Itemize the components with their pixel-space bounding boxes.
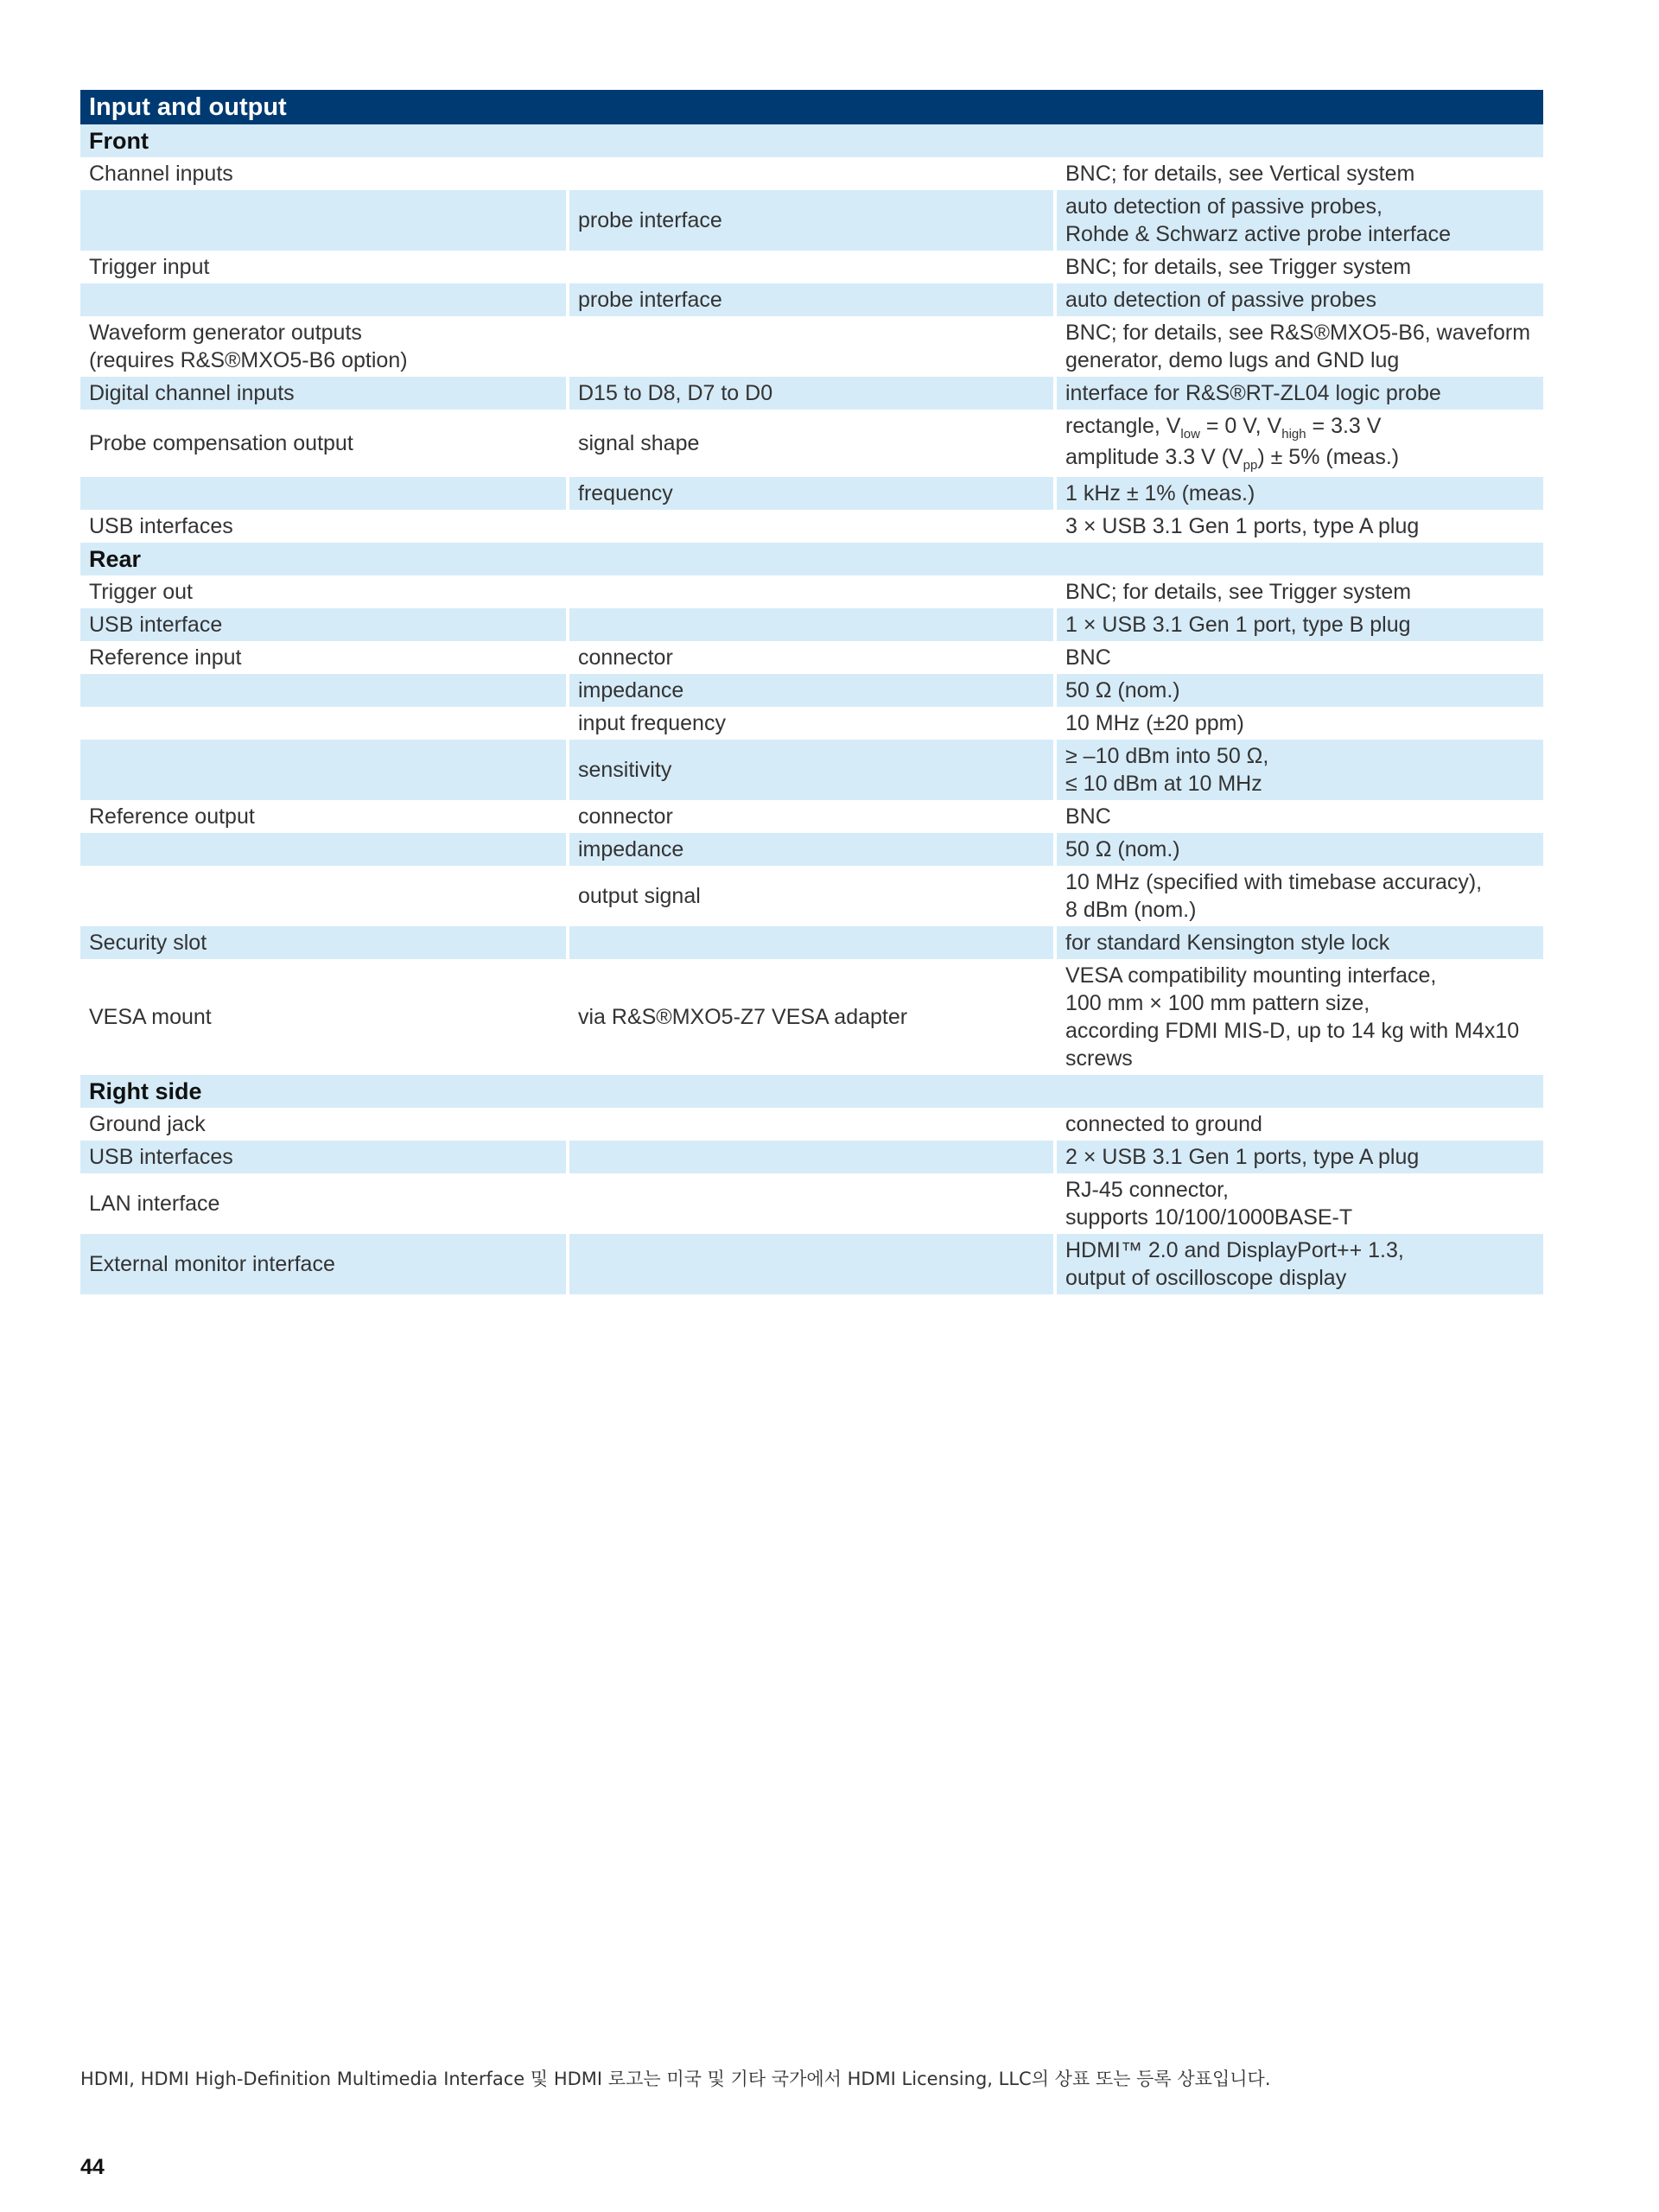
row-label: Security slot <box>80 926 568 959</box>
table-row <box>80 1173 1543 1234</box>
row-label: LAN interface <box>89 1192 220 1216</box>
row-value <box>1055 1234 1543 1294</box>
row-label <box>80 740 568 800</box>
table-row <box>80 866 1543 926</box>
row-sublabel <box>568 251 1055 283</box>
row-value: 1 kHz ± 1% (meas.) <box>1055 477 1543 510</box>
row-label: VESA mount <box>89 1005 212 1029</box>
table-row <box>80 477 1543 510</box>
row-value: BNC <box>1055 641 1543 674</box>
row-sublabel: probe interface <box>568 190 1055 251</box>
row-value <box>1055 1173 1543 1234</box>
subscript: pp <box>1243 458 1258 473</box>
row-sublabel: probe interface <box>568 283 1055 316</box>
row-value: BNC; for details, see Trigger system <box>1055 251 1543 283</box>
table-row <box>80 608 1543 641</box>
row-value <box>1055 866 1543 926</box>
row-label <box>80 674 568 707</box>
row-sublabel <box>568 1141 1055 1173</box>
row-sublabel <box>568 157 1055 190</box>
row-label: Digital channel inputs <box>80 377 568 410</box>
value-line: 100 mm × 100 mm pattern size, <box>1065 991 1370 1015</box>
row-label <box>80 316 568 377</box>
section-header-front <box>80 124 1543 157</box>
value-text: rectangle, V <box>1065 414 1181 438</box>
row-label: External monitor interface <box>80 1234 568 1294</box>
value-text: = 3.3 V <box>1306 414 1382 438</box>
row-value: 50 Ω (nom.) <box>1055 833 1543 866</box>
row-sublabel: impedance <box>568 674 1055 707</box>
row-sublabel <box>568 1108 1055 1141</box>
row-sublabel: impedance <box>568 833 1055 866</box>
value-text: = 0 V, V <box>1199 414 1282 438</box>
value-line: screws <box>1065 1046 1133 1071</box>
value-line: 10 MHz (specified with timebase accuracy), <box>1065 870 1483 894</box>
section-header-rear <box>80 543 1543 575</box>
row-sublabel <box>568 1173 1055 1234</box>
row-value: 2 × USB 3.1 Gen 1 ports, type A plug <box>1055 1141 1543 1173</box>
value-line: according FDMI MIS-D, up to 14 kg with M4x10 <box>1065 1019 1520 1043</box>
row-sublabel: via R&S®MXO5-Z7 VESA adapter <box>568 959 1055 1075</box>
row-sublabel <box>568 926 1055 959</box>
table-row <box>80 316 1543 377</box>
section-title: Rear <box>80 543 1543 575</box>
value-line: ≤ 10 dBm at 10 MHz <box>1065 772 1262 796</box>
row-value: BNC; for details, see Trigger system <box>1055 575 1543 608</box>
table-row <box>80 833 1543 866</box>
table-row <box>80 1108 1543 1141</box>
row-label: Reference output <box>89 804 255 829</box>
row-sublabel: D15 to D8, D7 to D0 <box>568 377 1055 410</box>
row-value <box>1055 316 1543 377</box>
table-title-row <box>80 90 1543 124</box>
value-line: generator, demo lugs and GND lug <box>1065 348 1400 372</box>
row-label: USB interfaces <box>89 514 233 538</box>
label-line: (requires R&S®MXO5-B6 option) <box>89 348 408 372</box>
row-sublabel <box>568 608 1055 641</box>
table-row <box>80 674 1543 707</box>
row-label <box>80 833 568 866</box>
value-line: output of oscilloscope display <box>1065 1266 1347 1290</box>
table-row <box>80 641 1543 674</box>
table-row <box>80 283 1543 316</box>
table-row <box>80 800 1543 833</box>
row-sublabel <box>568 575 1055 608</box>
row-label <box>80 190 568 251</box>
row-sublabel <box>568 1234 1055 1294</box>
value-line: RJ-45 connector, <box>1065 1178 1229 1202</box>
table-row <box>80 575 1543 608</box>
value-text: amplitude 3.3 V (V <box>1065 445 1243 469</box>
table-row <box>80 377 1543 410</box>
value-line: Rohde & Schwarz active probe interface <box>1065 222 1452 246</box>
table-row <box>80 1141 1543 1173</box>
row-label: Reference input <box>89 645 242 670</box>
row-value: 1 × USB 3.1 Gen 1 port, type B plug <box>1055 608 1543 641</box>
section-title: Right side <box>80 1075 1543 1108</box>
label-line: Waveform generator outputs <box>89 321 362 345</box>
input-output-spec-table <box>80 90 1543 1294</box>
row-label <box>80 707 568 740</box>
row-label: USB interface <box>80 608 568 641</box>
table-row <box>80 157 1543 190</box>
section-title: Front <box>80 124 1543 157</box>
table-row <box>80 926 1543 959</box>
table-title: Input and output <box>80 90 1543 124</box>
row-value: BNC <box>1055 800 1543 833</box>
page-number: 44 <box>80 2155 105 2179</box>
row-label: Trigger out <box>89 580 193 604</box>
value-line: BNC; for details, see R&S®MXO5-B6, waveform <box>1065 321 1531 345</box>
table-row <box>80 251 1543 283</box>
row-sublabel: signal shape <box>568 410 1055 477</box>
row-label: USB interfaces <box>80 1141 568 1173</box>
row-value: connected to ground <box>1055 1108 1543 1141</box>
subscript: low <box>1180 427 1200 442</box>
table-row <box>80 740 1543 800</box>
value-line: VESA compatibility mounting interface, <box>1065 963 1437 988</box>
value-line: supports 10/100/1000BASE-T <box>1065 1205 1353 1230</box>
row-value: 50 Ω (nom.) <box>1055 674 1543 707</box>
row-label <box>80 283 568 316</box>
row-sublabel: input frequency <box>568 707 1055 740</box>
row-value: 10 MHz (±20 ppm) <box>1055 707 1543 740</box>
subscript: high <box>1281 427 1306 442</box>
row-sublabel: connector <box>568 641 1055 674</box>
table-row <box>80 707 1543 740</box>
row-value <box>1055 740 1543 800</box>
trademark-footnote: HDMI, HDMI High-Definition Multimedia Interface 및 HDMI 로고는 미국 및 기타 국가에서 HDMI Licensing, LLC의 상표 또는 등록 상표입니다. <box>80 2069 1271 2089</box>
row-value: 3 × USB 3.1 Gen 1 ports, type A plug <box>1055 510 1543 543</box>
row-label: Probe compensation output <box>89 431 353 455</box>
row-sublabel <box>568 316 1055 377</box>
row-value: interface for R&S®RT-ZL04 logic probe <box>1055 377 1543 410</box>
row-value: for standard Kensington style lock <box>1055 926 1543 959</box>
row-label <box>80 866 568 926</box>
value-line: ≥ –10 dBm into 50 Ω, <box>1065 744 1269 768</box>
value-text: ) ± 5% (meas.) <box>1257 445 1400 469</box>
value-line: HDMI™ 2.0 and DisplayPort++ 1.3, <box>1065 1238 1404 1262</box>
row-sublabel: frequency <box>568 477 1055 510</box>
row-value <box>1055 959 1543 1075</box>
row-value <box>1055 190 1543 251</box>
row-value: auto detection of passive probes <box>1055 283 1543 316</box>
table-row <box>80 510 1543 543</box>
table-row <box>80 190 1543 251</box>
table-row <box>80 959 1543 1075</box>
table-row <box>80 410 1543 477</box>
row-value <box>1055 410 1543 477</box>
row-label: Channel inputs <box>89 162 233 186</box>
row-label: Ground jack <box>89 1112 206 1136</box>
row-sublabel: output signal <box>568 866 1055 926</box>
row-sublabel <box>568 510 1055 543</box>
row-sublabel: connector <box>568 800 1055 833</box>
row-label <box>80 477 568 510</box>
row-value: BNC; for details, see Vertical system <box>1055 157 1543 190</box>
section-header-right-side <box>80 1075 1543 1108</box>
value-line: auto detection of passive probes, <box>1065 194 1382 219</box>
row-label: Trigger input <box>89 255 210 279</box>
row-sublabel: sensitivity <box>568 740 1055 800</box>
value-line: 8 dBm (nom.) <box>1065 898 1197 922</box>
table-row <box>80 1234 1543 1294</box>
